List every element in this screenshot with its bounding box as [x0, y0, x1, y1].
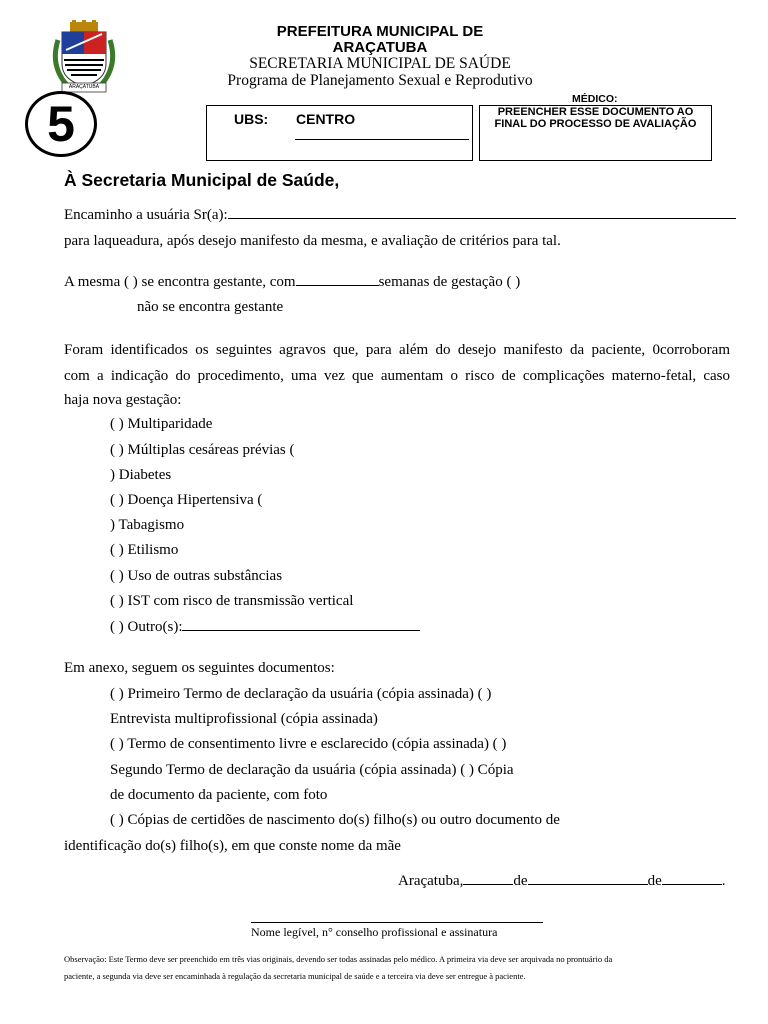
p2-line1: [64, 274, 520, 291]
agravo-item[interactable]: ( ) Doença Hipertensiva (: [110, 492, 263, 508]
date-line: [398, 873, 725, 890]
agravo-item[interactable]: ( ) Multiparidade: [110, 416, 213, 432]
p3-line1: Foram identificados os seguintes agravos que, para além do desejo manifesto da paciente, 0corroboram: [64, 342, 730, 358]
signature-line[interactable]: [251, 922, 543, 923]
header-secretaria: SECRETARIA MUNICIPAL DE SAÚDE: [249, 55, 511, 72]
footer-note-line2: paciente, a segunda via deve ser encaminhada à regulação da secretaria municipal de saúde e a terceira via deve ser entregue à paciente.: [64, 971, 526, 981]
agravo-item[interactable]: ( ) IST com risco de transmissão vertical: [110, 593, 354, 609]
medico-label: MÉDICO:: [572, 93, 618, 105]
p2-c: não se encontra gestante: [137, 299, 284, 315]
anexo-item: Entrevista multiprofissional (cópia assinada): [110, 711, 378, 727]
badge-number: 5: [47, 96, 75, 152]
agravo-item[interactable]: ( ) Múltiplas cesáreas prévias (: [110, 442, 295, 458]
date-de2: de: [647, 873, 662, 889]
form-number-badge: [25, 91, 97, 157]
ubs-fill-line[interactable]: [295, 139, 469, 140]
ubs-box: [206, 105, 473, 161]
agravo-item[interactable]: ) Tabagismo: [110, 517, 185, 533]
anexo-item[interactable]: ( ) Primeiro Termo de declaração da usuária (cópia assinada) ( ): [110, 686, 492, 702]
municipal-crest: [48, 20, 120, 94]
day-field[interactable]: [463, 884, 513, 885]
outros-field[interactable]: [182, 630, 420, 631]
anexo-last: identificação do(s) filho(s), em que conste nome da mãe: [64, 838, 401, 854]
header-title-line1: PREFEITURA MUNICIPAL DE: [276, 23, 484, 40]
medico-box: [479, 105, 712, 161]
agravo-item-outros[interactable]: [110, 619, 420, 636]
p1-cont: para laqueadura, após desejo manifesto da mesma, e avaliação de critérios para tal.: [64, 233, 561, 249]
p1-line1: [64, 207, 740, 224]
p1-start: Encaminho a usuária Sr(a):: [64, 207, 228, 223]
footer-note-line1: Observação: Este Termo deve ser preenchido em três vias originais, devendo ser todas assinadas pelo médico. A primeira via deve ser arquivada no prontuário da: [64, 954, 613, 964]
agravo-item[interactable]: ) Diabetes: [110, 467, 172, 483]
addressee-heading: À Secretaria Municipal de Saúde,: [64, 170, 340, 190]
ubs-value: CENTRO: [296, 111, 356, 127]
date-end: .: [721, 873, 726, 889]
p2-b: semanas de gestação ( ): [378, 274, 521, 290]
ubs-label: UBS:: [234, 111, 269, 127]
date-city: Araçatuba,: [398, 873, 464, 889]
year-field[interactable]: [662, 884, 722, 885]
header-title-line2: ARAÇATUBA: [332, 39, 428, 56]
agravo-item[interactable]: ( ) Uso de outras substâncias: [110, 568, 283, 584]
month-field[interactable]: [528, 884, 648, 885]
signature-caption: Nome legível, n° conselho profissional e assinatura: [251, 925, 498, 939]
crest-banner-text: ARAÇATUBA: [68, 84, 100, 90]
outros-label: ( ) Outro(s):: [110, 619, 183, 635]
weeks-field[interactable]: [296, 285, 379, 286]
anexo-item[interactable]: ( ) Termo de consentimento livre e esclarecido (cópia assinada) ( ): [110, 736, 507, 752]
anexo-item[interactable]: ( ) Cópias de certidões de nascimento do(s) filho(s) ou outro documento de: [110, 812, 560, 828]
p3-line3: haja nova gestação:: [64, 392, 182, 408]
p2-a: A mesma ( ) se encontra gestante, com: [64, 274, 296, 290]
date-de1: de: [513, 873, 528, 889]
agravo-item[interactable]: ( ) Etilismo: [110, 542, 179, 558]
patient-name-field[interactable]: [228, 218, 736, 219]
anexo-item: de documento da paciente, com foto: [110, 787, 328, 803]
anexo-intro: Em anexo, seguem os seguintes documentos:: [64, 660, 335, 676]
p3-line2: com a indicação do procedimento, uma vez que aumentam o risco de complicações materno-fetal, caso: [64, 368, 730, 384]
anexo-item[interactable]: Segundo Termo de declaração da usuária (cópia assinada) ( ) Cópia: [110, 762, 514, 778]
header-programa: Programa de Planejamento Sexual e Reprodutivo: [227, 72, 533, 89]
medico-instruction: PREENCHER ESSE DOCUMENTO AO FINAL DO PROCESSO DE AVALIAÇÃO: [494, 106, 697, 130]
